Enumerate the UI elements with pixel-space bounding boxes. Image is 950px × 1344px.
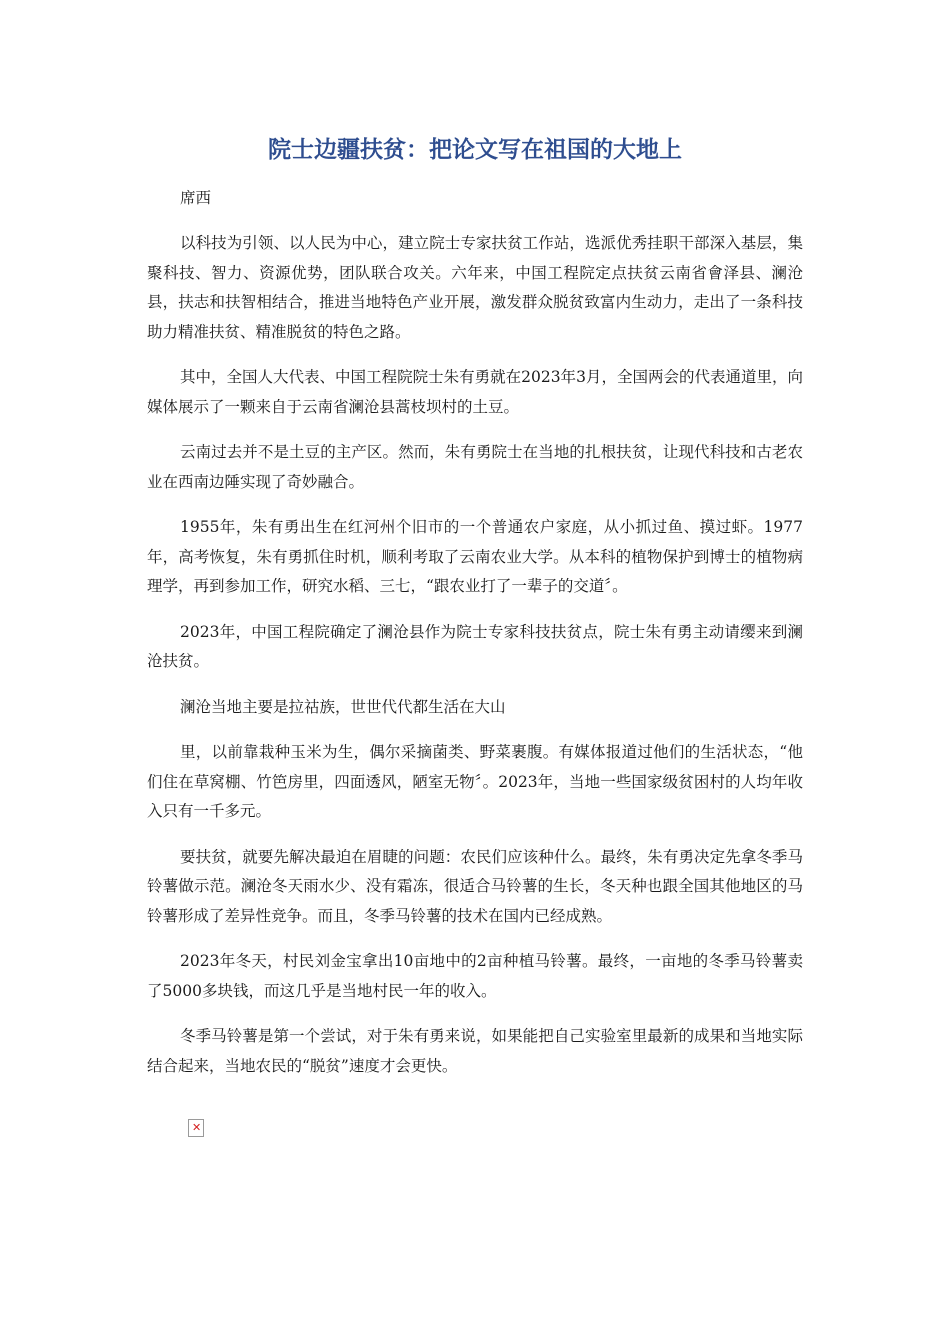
article-body (147, 229, 803, 1097)
article-title: 院士边疆扶贫：把论文写在祖国的大地上 (268, 137, 682, 163)
close-mark-icon: ✕ (192, 1121, 202, 1134)
paragraph: 以科技为引领、以人民为中心，建立院士专家扶贫工作站，选派优秀挂职干部深入基层，集聚科技、智力、资源优势，团队联合攻关。六年来，中国工程院定点扶贫云南省會泽县、澜沧县，扶志和扶智相结合，推进当地特色产业开展，激发群众脱贫致富内生动力，走出了一条科技助力精准扶贫、精准脱贫的特色之路。 (147, 234, 803, 341)
paragraph: 2023年冬天，村民刘金宝拿出10亩地中的2亩种植马铃薯。最终，一亩地的冬季马铃薯卖了5000多块钱，而这几乎是当地村民一年的收入。 (147, 952, 803, 1000)
paragraph: 里，以前靠栽种玉米为生，偶尔采摘菌类、野菜裹腹。有媒体报道过他们的生活状态，“他们住在草窝棚、竹笆房里，四面透风，陋室无物〞。2023年，当地一些国家级贫困村的人均年收入只有一千多元。 (147, 743, 803, 820)
paragraph: 澜沧当地主要是拉祜族，世世代代都生活在大山 (180, 697, 506, 716)
paragraph: 冬季马铃薯是第一个尝试，对于朱有勇来说，如果能把自己实验室里最新的成果和当地实际结合起来，当地农民的“脱贫”速度才会更快。 (147, 1027, 803, 1075)
article-author: 席西 (180, 189, 212, 207)
paragraph: 其中，全国人大代表、中国工程院院士朱有勇就在2023年3月，全国两会的代表通道里，向媒体展示了一颗来自于云南省澜沧县蒿枝坝村的土豆。 (147, 368, 803, 416)
paragraph: 1955年，朱有勇出生在红河州个旧市的一个普通农户家庭，从小抓过鱼、摸过虾。1977年，高考恢复，朱有勇抓住时机，顺利考取了云南农业大学。从本科的植物保护到博士的植物病理学，再到参加工作，研究水稻、三七，“跟农业打了一辈子的交道〞。 (147, 518, 803, 595)
paragraph: 要扶贫，就要先解决最迫在眉睫的问题：农民们应该种什么。最终，朱有勇决定先拿冬季马铃薯做示范。澜沧冬天雨水少、没有霜冻，很适合马铃薯的生长，冬天种也跟全国其他地区的马铃薯形成了差异性竞争。而且，冬季马铃薯的技术在国内已经成熟。 (147, 847, 803, 925)
paragraph: 2023年，中国工程院确定了澜沧县作为院士专家科技扶贫点，院士朱有勇主动请缨来到澜沧扶贫。 (147, 622, 803, 670)
broken-image-icon (188, 1119, 204, 1137)
paragraph: 云南过去并不是土豆的主产区。然而，朱有勇院士在当地的扎根扶贫，让现代科技和古老农业在西南边陲实现了奇妙融合。 (147, 443, 803, 491)
